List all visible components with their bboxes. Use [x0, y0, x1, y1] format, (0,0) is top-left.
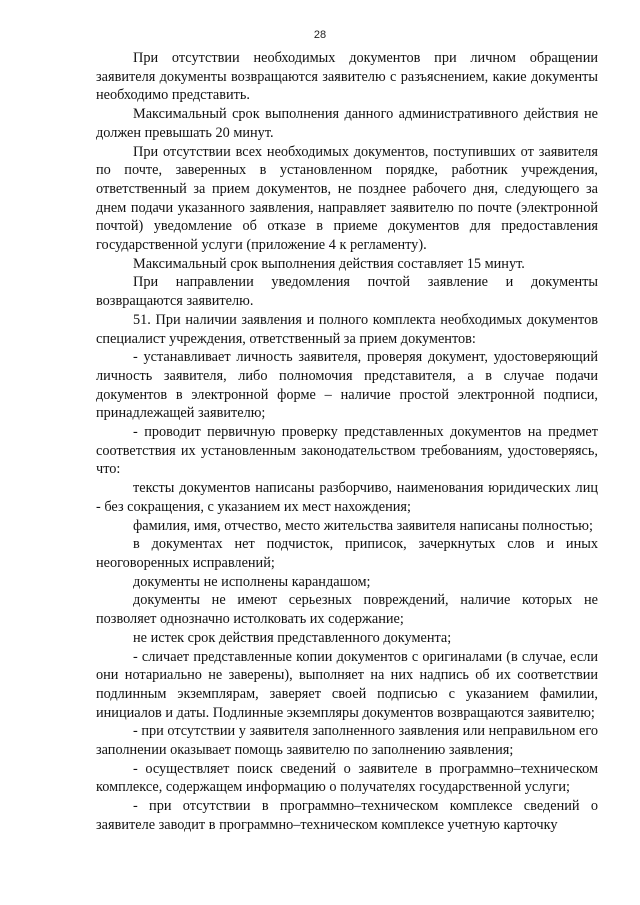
paragraph-no-pencil: документы не исполнены карандашом; [133, 573, 371, 590]
paragraph-primary-check: - проводит первичную проверку представленных документов на предмет соответствия их установленным законодательством требованиям, удостоверяясь, что: [96, 424, 598, 478]
paragraph-search-records: - осуществляет поиск сведений о заявителе в программно–техническом комплексе, содержащем информацию о получателях государственной услуги; [96, 760, 598, 796]
document-body [96, 49, 598, 835]
paragraph-clause-51: 51. При наличии заявления и полного комплекта необходимых документов специалист учреждения, ответственный за прием документов: [96, 311, 598, 347]
paragraph-max-time-20-min: Максимальный срок выполнения данного административного действия не должен превышать 20 минут. [96, 106, 598, 141]
paragraph-compare-copies: - сличает представленные копии документов с оригиналами (в случае, если они нотариально не заверены), выполняет на них надпись об их соответствии подлинным экземплярам, заверяет своей подписью с указанием фамилии, инициалов и даты. Подлинные экземпляры документов возвращаются заявителю; [96, 648, 598, 721]
paragraph-return-by-mail: При направлении уведомления почтой заявление и документы возвращаются заявителю. [96, 274, 598, 310]
paragraph-not-expired: не истек срок действия представленного документа; [133, 629, 452, 646]
paragraph-help-filling: - при отсутствии у заявителя заполненного заявления или неправильном его заполнении оказывает помощь заявителю по заполнению заявления; [96, 723, 598, 759]
paragraph-missing-documents-personal: При отсутствии необходимых документов при личном обращении заявителя документы возвращаются заявителю с разъяснением, какие документы необходимо представить. [96, 50, 598, 104]
paragraph-identity-check: - устанавливает личность заявителя, проверяя документ, удостоверяющий личность заявителя, либо полномочия представителя, а в случае подачи документов в электронной форме – наличие простой электронной подписи, принадлежащей заявителю; [96, 349, 598, 422]
paragraph-create-record-card: - при отсутствии в программно–техническом комплексе сведений о заявителе заводит в программно–техническом комплексе учетную карточку [96, 798, 598, 833]
paragraph-full-name: фамилия, имя, отчество, место жительства заявителя написаны полностью; [133, 517, 593, 534]
paragraph-no-erasures: в документах нет подчисток, приписок, зачеркнутых слов и иных неоговоренных исправлений; [96, 536, 598, 571]
paragraph-no-damage: документы не имеют серьезных повреждений, наличие которых не позволяет однозначно истолковать их содержание; [96, 592, 598, 628]
paragraph-max-time-15-min: Максимальный срок выполнения действия составляет 15 минут. [133, 255, 525, 272]
paragraph-legible-texts: тексты документов написаны разборчиво, наименования юридических лиц - без сокращения, с указанием их мест нахождения; [96, 480, 598, 515]
page-number: 28 [313, 29, 327, 41]
paragraph-missing-documents-mail: При отсутствии всех необходимых документов, поступивших от заявителя по почте, заверенных в установленном порядке, работник учреждения, ответственный за прием документов, не позднее рабочего дня, следующего за днем подачи указанного заявления, направляет заявителю по почте (электронной почтой) уведомление об отказе в приеме документов для предоставления государственной услуги (приложение 4 к регламенту). [96, 143, 598, 254]
